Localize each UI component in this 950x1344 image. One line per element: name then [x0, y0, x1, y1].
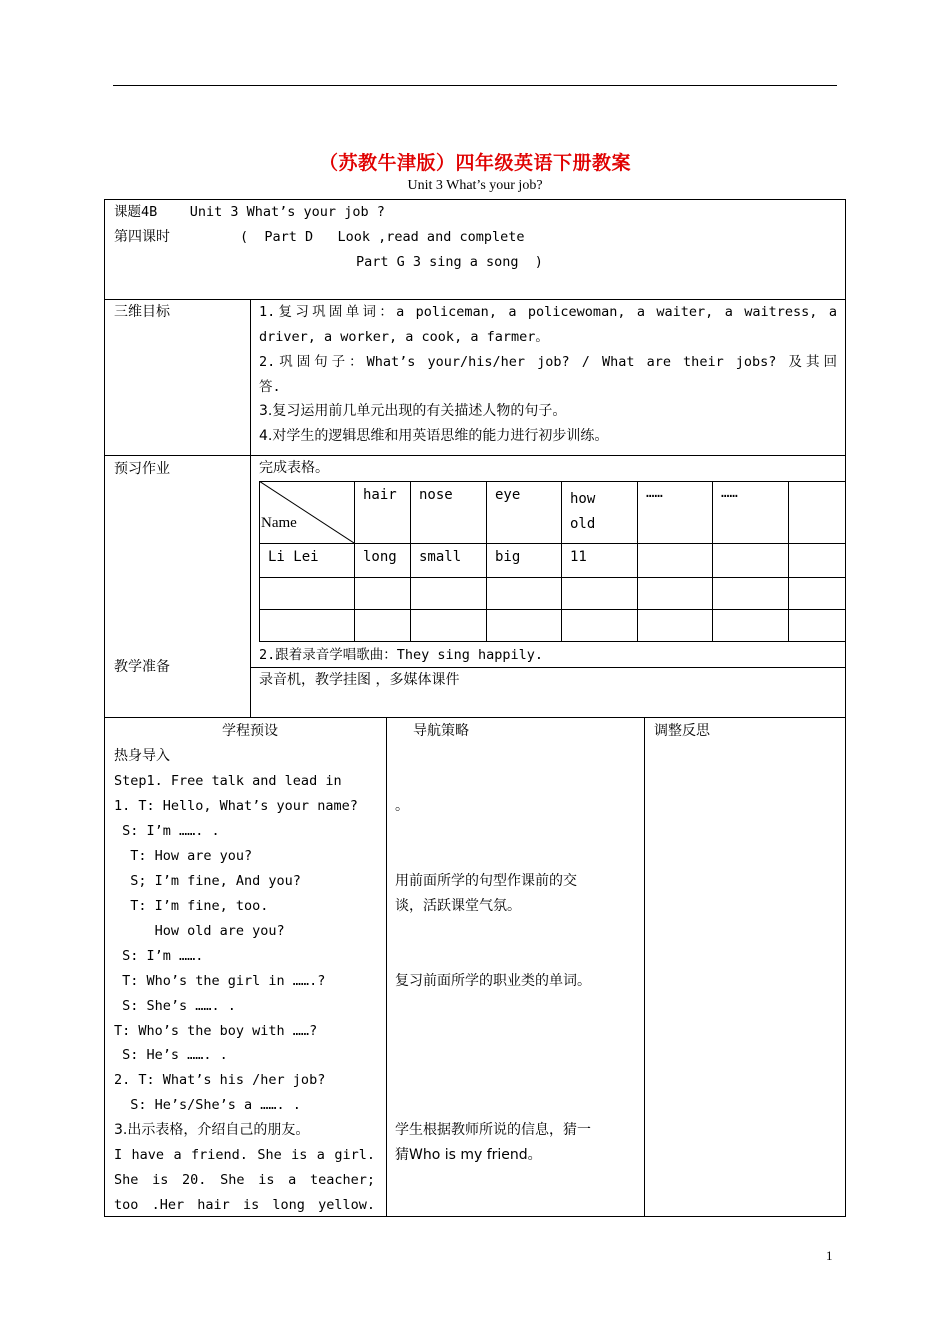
topic-row	[114, 200, 385, 225]
step-line: too .Her hair is long yellow.	[114, 1197, 375, 1213]
objective-line: 答.	[259, 379, 281, 395]
step-line: Step1. Free talk and lead in	[114, 773, 342, 789]
page-title: （苏教牛津版）四年级英语下册教案	[318, 152, 631, 174]
objective-line: 2.巩固句子：What’s your/his/her job? / What are their jobs? 及其回	[259, 354, 837, 370]
objectives-label: 三维目标	[114, 304, 170, 320]
note-line: 猜Who is my friend。	[395, 1147, 542, 1163]
page-number: 1	[826, 1248, 833, 1263]
step-line: 2. T: What’s his /her job?	[114, 1072, 326, 1088]
column-header: eye	[495, 487, 521, 503]
step-line: T: How are you?	[114, 848, 253, 864]
objective-line: 3.复习运用前几单元出现的有关描述人物的句子。	[259, 403, 567, 419]
note-line: 复习前面所学的职业类的单词。	[395, 973, 591, 989]
lesson-line-2: Part G 3 sing a song )	[356, 254, 543, 270]
song-task: 2.跟着录音学唱歌曲：They sing happily.	[259, 647, 544, 663]
step-line: S: I’m …….	[114, 948, 204, 964]
process-col2-header: 导航策略	[413, 723, 469, 739]
step-line: 热身导入	[114, 748, 170, 764]
objective-line: 4.对学生的逻辑思维和用英语思维的能力进行初步训练。	[259, 428, 609, 444]
objective-line: driver, a worker, a cook, a farmer。	[259, 329, 549, 345]
column-header: nose	[419, 487, 453, 503]
table-cell: 11	[570, 549, 587, 565]
note-line: 谈，活跃课堂气氛。	[395, 898, 521, 914]
topic-label: 课题	[114, 204, 141, 220]
step-line: T: Who’s the boy with ……?	[114, 1023, 318, 1039]
step-line: T: Who’s the girl in …….?	[114, 973, 326, 989]
table-cell: Li Lei	[268, 549, 319, 565]
step-line: She is 20. She is a teacher;	[114, 1172, 375, 1188]
table-cell: small	[419, 549, 462, 565]
step-line: T: I’m fine, too.	[114, 898, 269, 914]
lesson-label: 第四课时	[114, 229, 170, 245]
table-corner-diagonal	[259, 481, 354, 543]
step-line: 1. T: Hello, What’s your name?	[114, 798, 358, 814]
lesson-line-1: ( Part D Look ,read and complete	[240, 229, 525, 245]
process-col1-header: 学程预设	[222, 723, 278, 739]
process-col3-header: 调整反思	[654, 723, 710, 739]
preparation-label: 教学准备	[114, 659, 170, 675]
step-line: S: She’s ……. .	[114, 998, 236, 1014]
page-subtitle: Unit 3 What’s your job?	[407, 178, 543, 193]
step-line: S: He’s ……. .	[114, 1047, 228, 1063]
column-header: hair	[363, 487, 397, 503]
preparation-value: 录音机，教学挂图 ，多媒体课件	[259, 672, 460, 688]
column-header: how old	[570, 491, 596, 532]
preview-label: 预习作业	[114, 461, 170, 477]
note-line: 。	[395, 798, 409, 814]
step-line: 3.出示表格，介绍自己的朋友。	[114, 1122, 310, 1138]
header-rule	[113, 85, 837, 86]
preview-instruction: 完成表格。	[259, 460, 329, 476]
step-line: I have a friend. She is a girl.	[114, 1147, 375, 1163]
topic-value: 4B Unit 3 What’s your job ?	[141, 204, 385, 220]
note-line: 用前面所学的句型作课前的交	[395, 873, 577, 889]
column-header: ……	[646, 485, 663, 501]
table-cell: big	[495, 549, 521, 565]
corner-label: Name	[261, 515, 297, 531]
note-line: 学生根据教师所说的信息，猜一	[395, 1122, 591, 1138]
table-cell: long	[363, 549, 397, 565]
step-line: How old are you?	[114, 923, 285, 939]
step-line: S; I’m fine, And you?	[114, 873, 301, 889]
step-line: S: He’s/She’s a ……. .	[114, 1097, 301, 1113]
column-header: ……	[721, 485, 738, 501]
objective-line: 1.复习巩固单词：a policeman, a policewoman, a waiter, a waitress, a	[259, 304, 837, 320]
step-line: S: I’m ……. .	[114, 823, 220, 839]
